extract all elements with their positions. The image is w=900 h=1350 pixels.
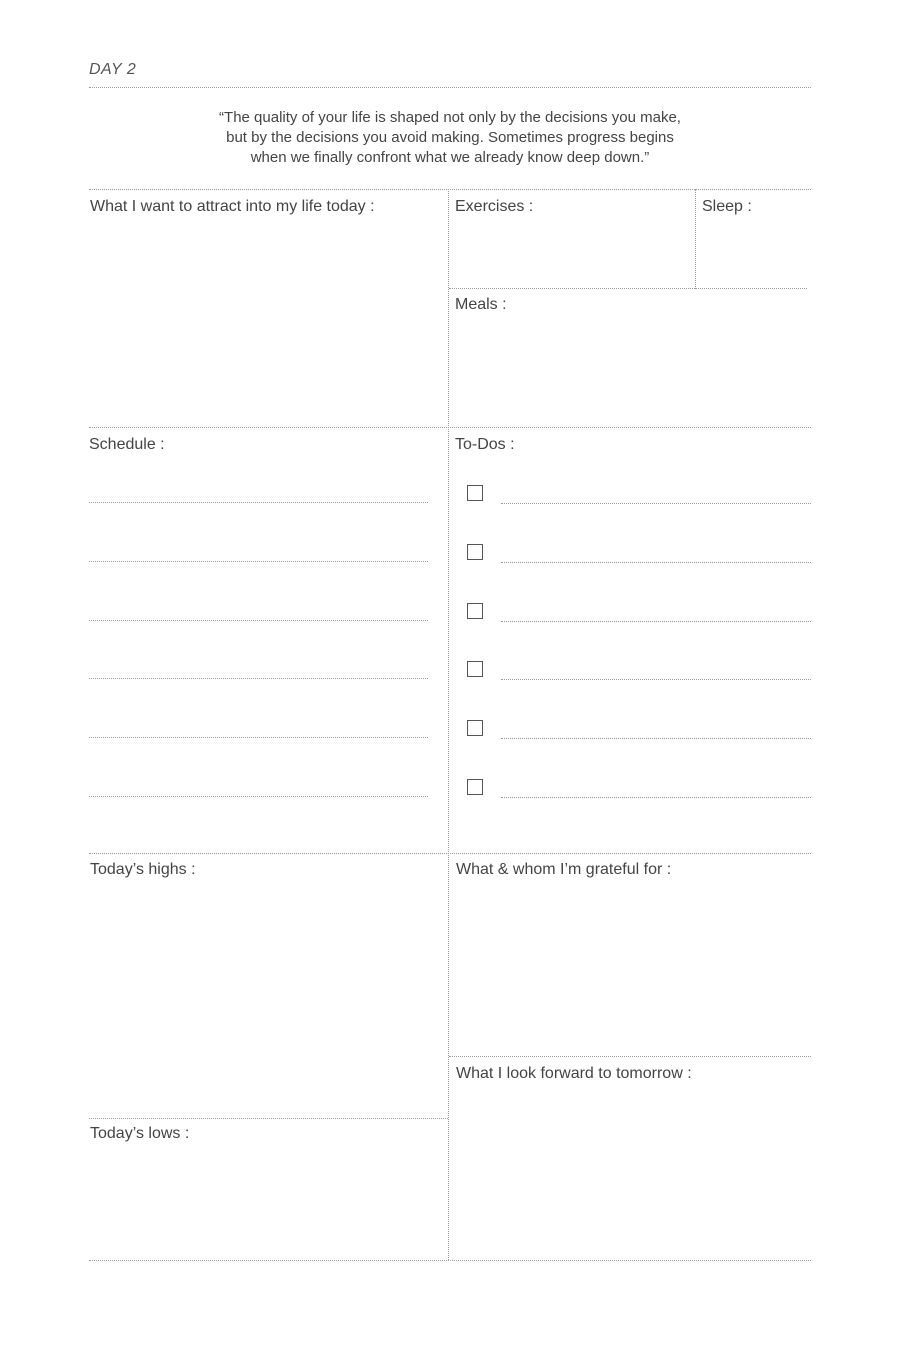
schedule-line[interactable] bbox=[89, 796, 428, 797]
sleep-label: Sleep : bbox=[702, 198, 752, 215]
tomorrow-top-divider bbox=[449, 1056, 811, 1057]
todo-checkbox[interactable] bbox=[467, 603, 483, 619]
attract-label: What I want to attract into my life today : bbox=[90, 198, 375, 215]
exercises-divider bbox=[449, 288, 807, 289]
todo-line[interactable] bbox=[501, 562, 811, 563]
todo-line[interactable] bbox=[501, 797, 811, 798]
todo-line[interactable] bbox=[501, 679, 811, 680]
sleep-column-divider bbox=[695, 189, 696, 289]
meals-label: Meals : bbox=[455, 296, 507, 313]
lows-label: Today’s lows : bbox=[90, 1125, 190, 1142]
lows-top-divider bbox=[89, 1118, 448, 1119]
todo-checkbox[interactable] bbox=[467, 661, 483, 677]
highs-top-divider bbox=[89, 853, 811, 854]
todo-checkbox[interactable] bbox=[467, 720, 483, 736]
todo-line[interactable] bbox=[501, 738, 811, 739]
quote-line: “The quality of your life is shaped not only by the decisions you make, bbox=[219, 109, 681, 126]
schedule-line[interactable] bbox=[89, 620, 428, 621]
schedule-label: Schedule : bbox=[89, 436, 165, 453]
grateful-label: What & whom I’m grateful for : bbox=[456, 861, 672, 878]
schedule-line[interactable] bbox=[89, 561, 428, 562]
tomorrow-label: What I look forward to tomorrow : bbox=[456, 1065, 692, 1082]
todo-checkbox[interactable] bbox=[467, 779, 483, 795]
highs-label: Today’s highs : bbox=[90, 861, 196, 878]
quote bbox=[150, 108, 750, 168]
todo-checkbox[interactable] bbox=[467, 485, 483, 501]
schedule-line[interactable] bbox=[89, 737, 428, 738]
todos-label: To-Dos : bbox=[455, 436, 515, 453]
todo-line[interactable] bbox=[501, 621, 811, 622]
header-divider bbox=[89, 87, 811, 88]
quote-line: when we finally confront what we already know deep down.” bbox=[250, 149, 650, 166]
schedule-line[interactable] bbox=[89, 502, 428, 503]
todo-checkbox[interactable] bbox=[467, 544, 483, 560]
schedule-line[interactable] bbox=[89, 678, 428, 679]
grid-top-divider bbox=[89, 189, 811, 190]
page-bottom-divider bbox=[89, 1260, 811, 1261]
schedule-top-divider bbox=[89, 427, 811, 428]
exercises-label: Exercises : bbox=[455, 198, 534, 215]
center-column-divider bbox=[448, 189, 449, 1260]
day-label: DAY 2 bbox=[89, 61, 137, 78]
quote-line: but by the decisions you avoid making. Sometimes progress begins bbox=[226, 129, 674, 146]
todo-line[interactable] bbox=[501, 503, 811, 504]
